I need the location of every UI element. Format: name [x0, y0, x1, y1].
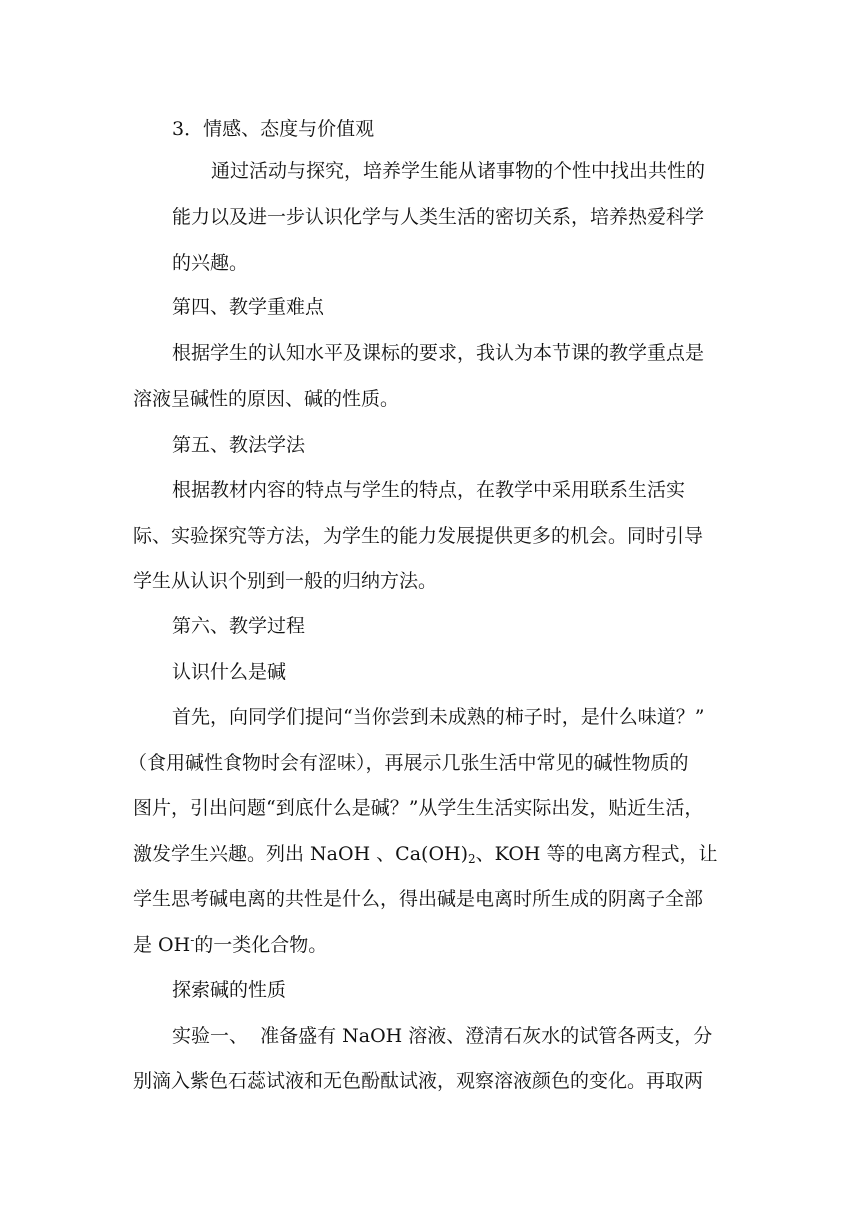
paragraph-line: 的兴趣。 — [172, 252, 249, 274]
paragraph-line: 根据学生的认知水平及课标的要求，我认为本节课的教学重点是 — [172, 342, 705, 364]
heading-teaching-methods: 第五、教法学法 — [172, 434, 306, 456]
paragraph-line: 际、实验探究等方法，为学生的能力发展提供更多的机会。同时引导 — [133, 525, 704, 547]
subheading-what-is-base: 认识什么是碱 — [172, 661, 287, 683]
section-heading-values: 3．情感、态度与价值观 — [172, 118, 375, 140]
line-text: 、KOH 等的电离方程式，让 — [475, 843, 718, 865]
line-text: 是 OH — [133, 934, 191, 956]
paragraph-line: 溶液呈碱性的原因、碱的性质。 — [133, 388, 400, 410]
paragraph-line: 首先，向同学们提问“当你尝到未成熟的柿子时，是什么味道？” — [172, 706, 705, 728]
paragraph-line: 学生从认识个别到一般的归纳方法。 — [133, 570, 438, 592]
paragraph-line: 能力以及进一步认识化学与人类生活的密切关系，培养热爱科学 — [172, 206, 705, 228]
heading-teaching-process: 第六、教学过程 — [172, 615, 306, 637]
line-text: 激发学生兴趣。列出 NaOH 、Ca(OH) — [133, 843, 469, 865]
paragraph-line-formula — [133, 838, 733, 870]
paragraph-line: 学生思考碱电离的共性是什么，得出碱是电离时所生成的阴离子全部 — [133, 888, 704, 910]
paragraph-line-hydroxide — [133, 929, 733, 961]
paragraph-line: 通过活动与探究，培养学生能从诸事物的个性中找出共性的 — [211, 160, 706, 182]
paragraph-line: 别滴入紫色石蕊试液和无色酚酞试液，观察溶液颜色的变化。再取两 — [133, 1070, 704, 1092]
paragraph-line: 图片，引出问题“到底什么是碱？”从学生生活实际出发，贴近生活， — [133, 797, 704, 819]
paragraph-line: （食用碱性食物时会有涩味），再展示几张生活中常见的碱性物质的 — [128, 752, 689, 774]
line-text: 的一类化合物。 — [194, 934, 328, 956]
paragraph-line: 根据教材内容的特点与学生的特点，在教学中采用联系生活实 — [172, 479, 686, 501]
paragraph-line: 实验一、 准备盛有 NaOH 溶液、澄清石灰水的试管各两支，分 — [172, 1025, 713, 1047]
heading-teaching-focus: 第四、教学重难点 — [172, 296, 325, 318]
subheading-base-properties: 探索碱的性质 — [172, 979, 287, 1001]
superscript-minus: - — [190, 933, 195, 947]
subscript-2: 2 — [468, 852, 476, 866]
